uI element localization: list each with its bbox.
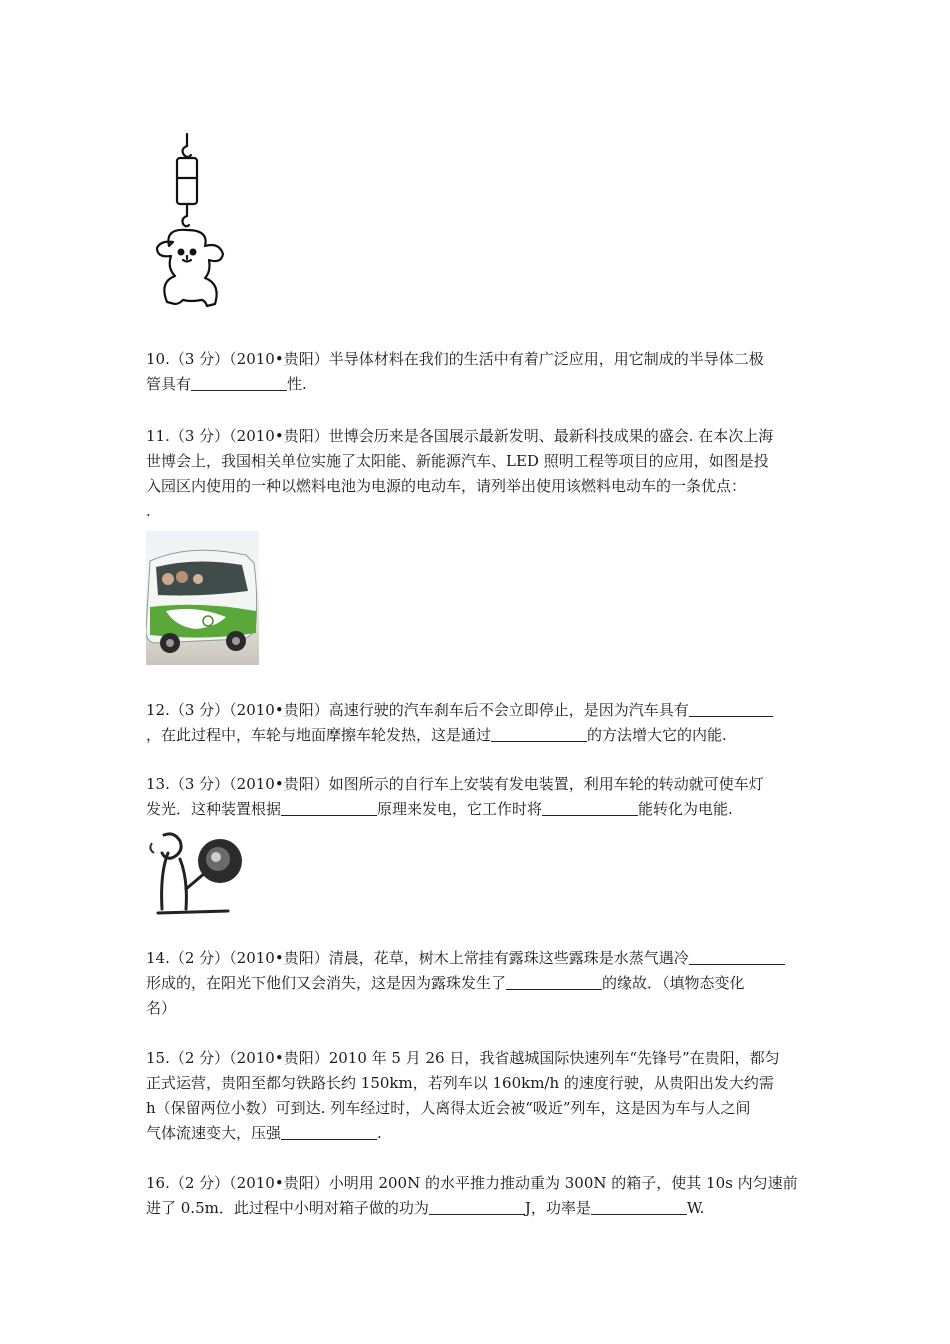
question-line: [146, 1196, 808, 1221]
question-text: 清晨，花草，树木上常挂有露珠这些露珠是水蒸气遇冷: [328, 949, 689, 967]
question-line: [146, 424, 808, 449]
question-meta: （2 分）（2010•贵阳）: [169, 1174, 329, 1192]
question-14: [146, 946, 808, 1021]
answer-blank[interactable]: [491, 725, 587, 742]
answer-blank[interactable]: [429, 1198, 525, 1215]
question-line: .: [146, 502, 151, 520]
question-meta: （3 分）（2010•贵阳）: [169, 350, 329, 368]
question-text: 管具有: [146, 375, 192, 393]
spring-scale-figure: [141, 128, 236, 314]
answer-blank[interactable]: [591, 1198, 687, 1215]
question-text: 形成的，在阳光下他们又会消失，这是因为露珠发生了: [146, 974, 507, 992]
question-line: [146, 347, 808, 372]
question-line: [146, 698, 808, 723]
question-meta: （3 分）（2010•贵阳）: [169, 775, 329, 793]
question-13: [146, 772, 808, 822]
answer-blank[interactable]: [689, 948, 785, 965]
question-text: 高速行驶的汽车刹车后不会立即停止，是因为汽车具有: [328, 701, 689, 719]
question-text: 2010 年 5 月 26 日，我省越城国际快速列车“先锋号”在贵阳，都匀: [328, 1049, 780, 1067]
question-line: [146, 1046, 808, 1071]
question-meta: （2 分）（2010•贵阳）: [169, 1049, 329, 1067]
answer-blank[interactable]: [542, 799, 638, 816]
question-text: 能转化为电能.: [638, 800, 733, 818]
question-text: ，在此过程中，车轮与地面摩擦车轮发热，这是通过: [146, 726, 492, 744]
electric-car-photo: [146, 531, 259, 665]
question-meta: （3 分）（2010•贵阳）: [169, 701, 329, 719]
question-line: [146, 372, 808, 397]
question-11: [146, 424, 808, 524]
question-meta: （3 分）（2010•贵阳）: [169, 427, 329, 445]
question-line: [146, 797, 808, 822]
question-text: 原理来发电，它工作时将: [377, 800, 543, 818]
question-number: 12.: [146, 701, 170, 719]
question-number: 11.: [146, 427, 170, 445]
question-text: 如图所示的自行车上安装有发电装置，利用车轮的转动就可使车灯: [328, 775, 764, 793]
question-line: [146, 946, 808, 971]
question-line: 名）: [146, 999, 177, 1017]
question-number: 15.: [146, 1049, 170, 1067]
question-line: [146, 1171, 808, 1196]
answer-blank[interactable]: [506, 973, 602, 990]
question-line: [146, 1121, 808, 1146]
answer-blank[interactable]: [281, 1123, 377, 1140]
question-line: 正式运营，贵阳至都匀铁路长约 150km，若列车以 160km/h 的速度行驶，从贵阳出发大约需: [146, 1074, 774, 1092]
question-meta: （2 分）（2010•贵阳）: [169, 949, 329, 967]
question-line: 世博会上，我国相关单位实施了太阳能、新能源汽车、LED 照明工程等项目的应用，如图是投: [146, 452, 769, 470]
question-line: 入园区内使用的一种以燃料电池为电源的电动车，请列举出使用该燃料电动车的一条优点：: [146, 477, 747, 495]
question-text: 性.: [287, 375, 307, 393]
question-text: 半导体材料在我们的生活中有着广泛应用，用它制成的半导体二极: [328, 350, 764, 368]
question-text: 的方法增大它的内能.: [587, 726, 727, 744]
question-15: [146, 1046, 808, 1146]
question-text: J，功率是: [524, 1199, 591, 1217]
answer-blank[interactable]: [281, 799, 377, 816]
question-12: [146, 698, 808, 748]
question-text: 小明用 200N 的水平推力推动重为 300N 的箱子，使其 10s 内匀速前: [328, 1174, 798, 1192]
question-text: W.: [686, 1199, 705, 1217]
answer-blank[interactable]: [191, 374, 287, 391]
question-text: 发光．这种装置根据: [146, 800, 282, 818]
question-number: 13.: [146, 775, 170, 793]
question-line: [146, 723, 808, 748]
answer-blank[interactable]: [689, 700, 773, 717]
question-text: 世博会历来是各国展示最新发明、最新科技成果的盛会. 在本次上海: [328, 427, 774, 445]
question-10: [146, 347, 808, 397]
question-line: h（保留两位小数）可到达. 列车经过时，人离得太近会被“吸近”列车，这是因为车与人之间: [146, 1099, 751, 1117]
bicycle-dynamo-photo: [146, 829, 246, 917]
question-number: 14.: [146, 949, 170, 967]
question-line: [146, 772, 808, 797]
question-text: 的缘故．（填物态变化: [602, 974, 745, 992]
question-16: [146, 1171, 808, 1221]
question-number: 16.: [146, 1174, 170, 1192]
question-line: [146, 971, 808, 996]
question-number: 10.: [146, 350, 170, 368]
electric-car-icon: [146, 531, 259, 665]
question-text: 进了 0.5m．此过程中小明对箱子做的功为: [146, 1199, 429, 1217]
question-text: .: [377, 1124, 382, 1142]
question-text: 气体流速变大，压强: [146, 1124, 282, 1142]
